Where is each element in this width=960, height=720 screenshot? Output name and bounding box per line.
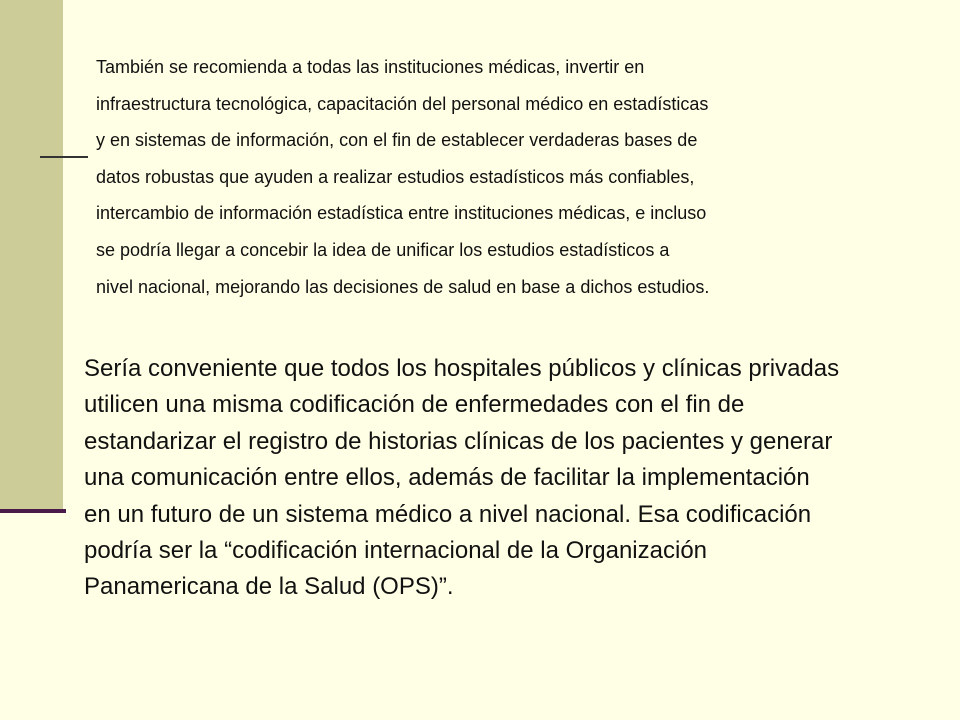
paragraph-line: infraestructura tecnológica, capacitación del personal médico en estadísticas <box>96 93 709 114</box>
paragraph-line: en un futuro de un sistema médico a nivel nacional. Esa codificación <box>84 500 812 528</box>
paragraph-line: nivel nacional, mejorando las decisiones de salud en base a dichos estudios. <box>96 276 710 297</box>
paragraph-line: estandarizar el registro de historias clínicas de los pacientes y generar <box>84 427 833 455</box>
bottom-accent-rule <box>0 509 66 513</box>
paragraph-line: se podría llegar a concebir la idea de unificar los estudios estadísticos a <box>96 239 670 260</box>
paragraph-line: Sería conveniente que todos los hospitales públicos y clínicas privadas <box>84 355 840 382</box>
recommendation-paragraph <box>96 49 946 305</box>
paragraph-line: utilicen una misma codificación de enfermedades con el fin de <box>84 391 745 419</box>
paragraph-line: y en sistemas de información, con el fin de establecer verdaderas bases de <box>96 130 698 151</box>
paragraph-line: datos robustas que ayuden a realizar estudios estadísticos más confiables, <box>96 166 695 187</box>
top-accent-rule <box>40 156 88 158</box>
paragraph-line: También se recomienda a todas las instituciones médicas, invertir en <box>96 57 645 77</box>
paragraph-line: podría ser la “codificación internacional de la Organización <box>84 537 708 565</box>
paragraph-line: una comunicación entre ellos, además de facilitar la implementación <box>84 464 810 492</box>
paragraph-line: intercambio de información estadística entre instituciones médicas, e incluso <box>96 203 707 224</box>
paragraph-line: Panamericana de la Salud (OPS)”. <box>84 573 454 601</box>
codification-paragraph <box>84 351 944 606</box>
side-band <box>0 0 63 512</box>
